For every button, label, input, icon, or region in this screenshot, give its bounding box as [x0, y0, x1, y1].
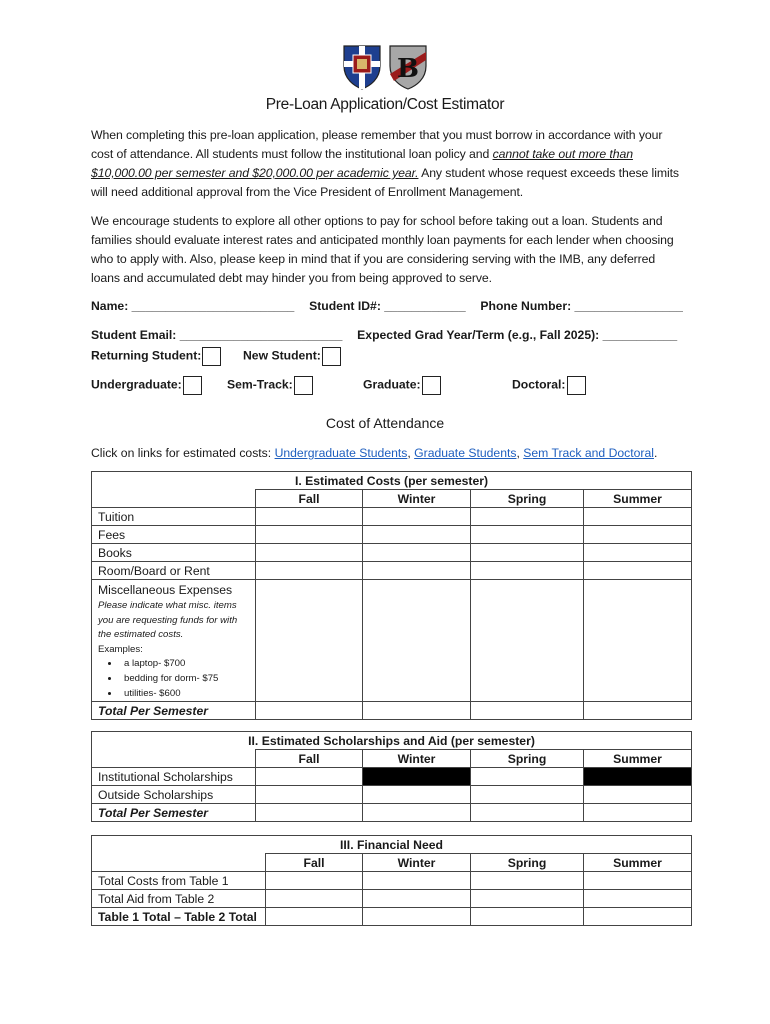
undergraduate-label: Undergraduate:: [91, 377, 182, 392]
undergraduate-checkbox[interactable]: [183, 376, 202, 395]
sem-track-doctoral-link[interactable]: Sem Track and Doctoral: [523, 446, 654, 460]
undergraduate-option: [91, 376, 202, 395]
header-blank: [92, 490, 256, 508]
cost-cell[interactable]: [256, 562, 363, 580]
aid-cell[interactable]: [256, 768, 363, 786]
header-winter: Winter: [363, 854, 471, 872]
header-fall: Fall: [256, 490, 363, 508]
examples-list: [98, 657, 249, 701]
graduate-option: [363, 376, 441, 395]
table-header-row: [92, 490, 692, 508]
table-row: [92, 544, 692, 562]
row-label-books: Books: [92, 544, 256, 562]
cost-cell[interactable]: [584, 562, 692, 580]
cost-cell[interactable]: [256, 702, 363, 720]
aid-cell[interactable]: [471, 804, 584, 822]
need-cell[interactable]: [471, 872, 584, 890]
links-prefix: Click on links for estimated costs:: [91, 446, 275, 460]
links-separator-2: ,: [516, 446, 524, 460]
table2-caption: II. Estimated Scholarships and Aid (per semester): [92, 732, 692, 750]
table-row: [92, 526, 692, 544]
need-cell[interactable]: [266, 890, 363, 908]
row-label-total-aid: Total Aid from Table 2: [92, 890, 266, 908]
new-student-checkbox[interactable]: [322, 347, 341, 366]
estimated-costs-links: [91, 446, 657, 460]
aid-cell[interactable]: [256, 786, 363, 804]
doctoral-checkbox[interactable]: [567, 376, 586, 395]
header-summer: Summer: [584, 854, 692, 872]
email-field[interactable]: Student Email: ________________________: [91, 328, 343, 342]
need-cell[interactable]: [471, 908, 584, 926]
row-label-outside: Outside Scholarships: [92, 786, 256, 804]
sem-track-option: [227, 376, 313, 395]
grad-term-field[interactable]: Expected Grad Year/Term (e.g., Fall 2025): ___________: [357, 328, 678, 342]
aid-cell[interactable]: [363, 804, 471, 822]
cost-cell[interactable]: [256, 508, 363, 526]
cost-of-attendance-heading: Cost of Attendance: [325, 415, 445, 431]
table1-caption: I. Estimated Costs (per semester): [92, 472, 692, 490]
estimated-costs-table: [91, 471, 692, 720]
table-header-row: [92, 854, 692, 872]
row-label-fees: Fees: [92, 526, 256, 544]
need-cell[interactable]: [471, 890, 584, 908]
field-row-2: [91, 328, 677, 342]
cost-cell[interactable]: [363, 508, 471, 526]
row-label-total: Total Per Semester: [92, 804, 256, 822]
cost-cell[interactable]: [584, 702, 692, 720]
cost-cell[interactable]: [584, 526, 692, 544]
row-label-net: Table 1 Total – Table 2 Total: [92, 908, 266, 926]
crest-shield-icon: [342, 44, 382, 90]
financial-need-table: [91, 835, 692, 926]
returning-student-checkbox[interactable]: [202, 347, 221, 366]
table-row: [92, 872, 692, 890]
graduate-label: Graduate:: [363, 377, 421, 392]
aid-cell[interactable]: [256, 804, 363, 822]
row-label-total-costs: Total Costs from Table 1: [92, 872, 266, 890]
table-caption-row: [92, 472, 692, 490]
row-label-room-board: Room/Board or Rent: [92, 562, 256, 580]
header-spring: Spring: [471, 750, 584, 768]
new-student-label: New Student:: [243, 348, 321, 363]
b-shield-icon: [388, 44, 428, 90]
cost-cell[interactable]: [256, 526, 363, 544]
student-id-field[interactable]: Student ID#: ____________: [309, 299, 466, 313]
list-item: • a laptop- $700: [120, 657, 249, 672]
page-title: Pre-Loan Application/Cost Estimator: [265, 96, 505, 113]
header-fall: Fall: [256, 750, 363, 768]
examples-label: Examples:: [98, 643, 143, 655]
intro-text-1b: Any student whose request exceeds these limits will need additional approval from the Vice President of Enrollment Management.: [91, 166, 679, 199]
logos: [0, 44, 770, 90]
table-row: [92, 562, 692, 580]
cost-cell[interactable]: [584, 580, 692, 702]
aid-cell[interactable]: [584, 804, 692, 822]
table-row: [92, 786, 692, 804]
table-row: [92, 580, 692, 702]
sem-track-label: Sem-Track:: [227, 377, 293, 392]
links-separator-1: ,: [407, 446, 415, 460]
need-cell[interactable]: [363, 908, 471, 926]
graduate-link[interactable]: Graduate Students: [414, 446, 517, 460]
cost-cell[interactable]: [363, 526, 471, 544]
need-cell[interactable]: [363, 890, 471, 908]
table-caption-row: [92, 836, 692, 854]
undergraduate-link[interactable]: Undergraduate Students: [274, 446, 408, 460]
aid-cell[interactable]: [584, 786, 692, 804]
returning-student-option: [91, 347, 221, 366]
misc-note: Please indicate what misc. items you are requesting funds for with the estimated costs.: [98, 600, 238, 641]
returning-student-label: Returning Student:: [91, 348, 202, 363]
table-row: [92, 702, 692, 720]
table-caption-row: [92, 732, 692, 750]
need-cell[interactable]: [584, 890, 692, 908]
row-label-total: Total Per Semester: [92, 702, 256, 720]
header-winter: Winter: [363, 750, 471, 768]
table-row: [92, 508, 692, 526]
table3-caption: III. Financial Need: [92, 836, 692, 854]
row-label-tuition: Tuition: [92, 508, 256, 526]
field-row-1: [91, 299, 683, 313]
header-winter: Winter: [363, 490, 471, 508]
phone-field[interactable]: Phone Number: ________________: [480, 299, 683, 313]
aid-cell[interactable]: [471, 786, 584, 804]
cost-cell[interactable]: [471, 508, 584, 526]
need-cell[interactable]: [363, 872, 471, 890]
need-cell[interactable]: [266, 908, 363, 926]
cost-cell[interactable]: [363, 562, 471, 580]
blocked-cell: [363, 768, 471, 786]
cost-cell[interactable]: [584, 508, 692, 526]
examples-block: [98, 643, 249, 701]
cost-cell[interactable]: [471, 544, 584, 562]
scholarships-aid-table: [91, 731, 692, 822]
intro-text-1a: When completing this pre-loan application, please remember that you must borrow in accordance with your cost of attendance. All students must follow the institutional loan policy and: [91, 128, 663, 161]
intro-paragraph-1: [91, 126, 681, 202]
sem-track-checkbox[interactable]: [294, 376, 313, 395]
name-field[interactable]: Name: ________________________: [91, 299, 295, 313]
list-item: • bedding for dorm- $75: [120, 672, 249, 687]
links-suffix: .: [653, 446, 658, 460]
doctoral-label: Doctoral:: [512, 377, 566, 392]
misc-expenses-cell: [92, 580, 256, 702]
cost-cell[interactable]: [471, 526, 584, 544]
cost-cell[interactable]: [363, 544, 471, 562]
new-student-option: [243, 347, 341, 366]
table-row: [92, 804, 692, 822]
header-spring: Spring: [471, 854, 584, 872]
table-row: [92, 890, 692, 908]
cost-cell[interactable]: [471, 580, 584, 702]
cost-cell[interactable]: [363, 580, 471, 702]
row-label-misc: Miscellaneous Expenses: [98, 583, 233, 597]
svg-text:B: B: [397, 54, 419, 84]
table-header-row: [92, 750, 692, 768]
header-blank: [92, 750, 256, 768]
need-cell[interactable]: [584, 872, 692, 890]
cost-cell[interactable]: [363, 702, 471, 720]
cost-cell[interactable]: [471, 702, 584, 720]
need-cell[interactable]: [266, 872, 363, 890]
row-label-institutional: Institutional Scholarships: [92, 768, 256, 786]
need-cell[interactable]: [584, 908, 692, 926]
intro-emphasis: cannot take out more than $10,000.00 per semester and $20,000.00 per academic year.: [91, 147, 633, 180]
graduate-checkbox[interactable]: [422, 376, 441, 395]
aid-cell[interactable]: [363, 786, 471, 804]
list-item: • utilities- $600: [120, 687, 249, 702]
header-summer: Summer: [584, 750, 692, 768]
intro-paragraph-2: We encourage students to explore all other options to pay for school before taking out a loan. Students and families should evaluate interest rates and anticipated monthly loan payments for each lender when choosing who to apply with. Also, please keep in mind that if you are considering serving with the IMB, any deferred loans and accumulated debt may hinder you from being approved to serve.: [91, 214, 674, 285]
cost-cell[interactable]: [256, 544, 363, 562]
header-summer: Summer: [584, 490, 692, 508]
aid-cell[interactable]: [471, 768, 584, 786]
cost-cell[interactable]: [584, 544, 692, 562]
doctoral-option: [512, 376, 586, 395]
header-blank: [92, 854, 266, 872]
cost-cell[interactable]: [471, 562, 584, 580]
table-row: [92, 908, 692, 926]
table-row: [92, 768, 692, 786]
header-spring: Spring: [471, 490, 584, 508]
blocked-cell: [584, 768, 692, 786]
cost-cell[interactable]: [256, 580, 363, 702]
header-fall: Fall: [266, 854, 363, 872]
